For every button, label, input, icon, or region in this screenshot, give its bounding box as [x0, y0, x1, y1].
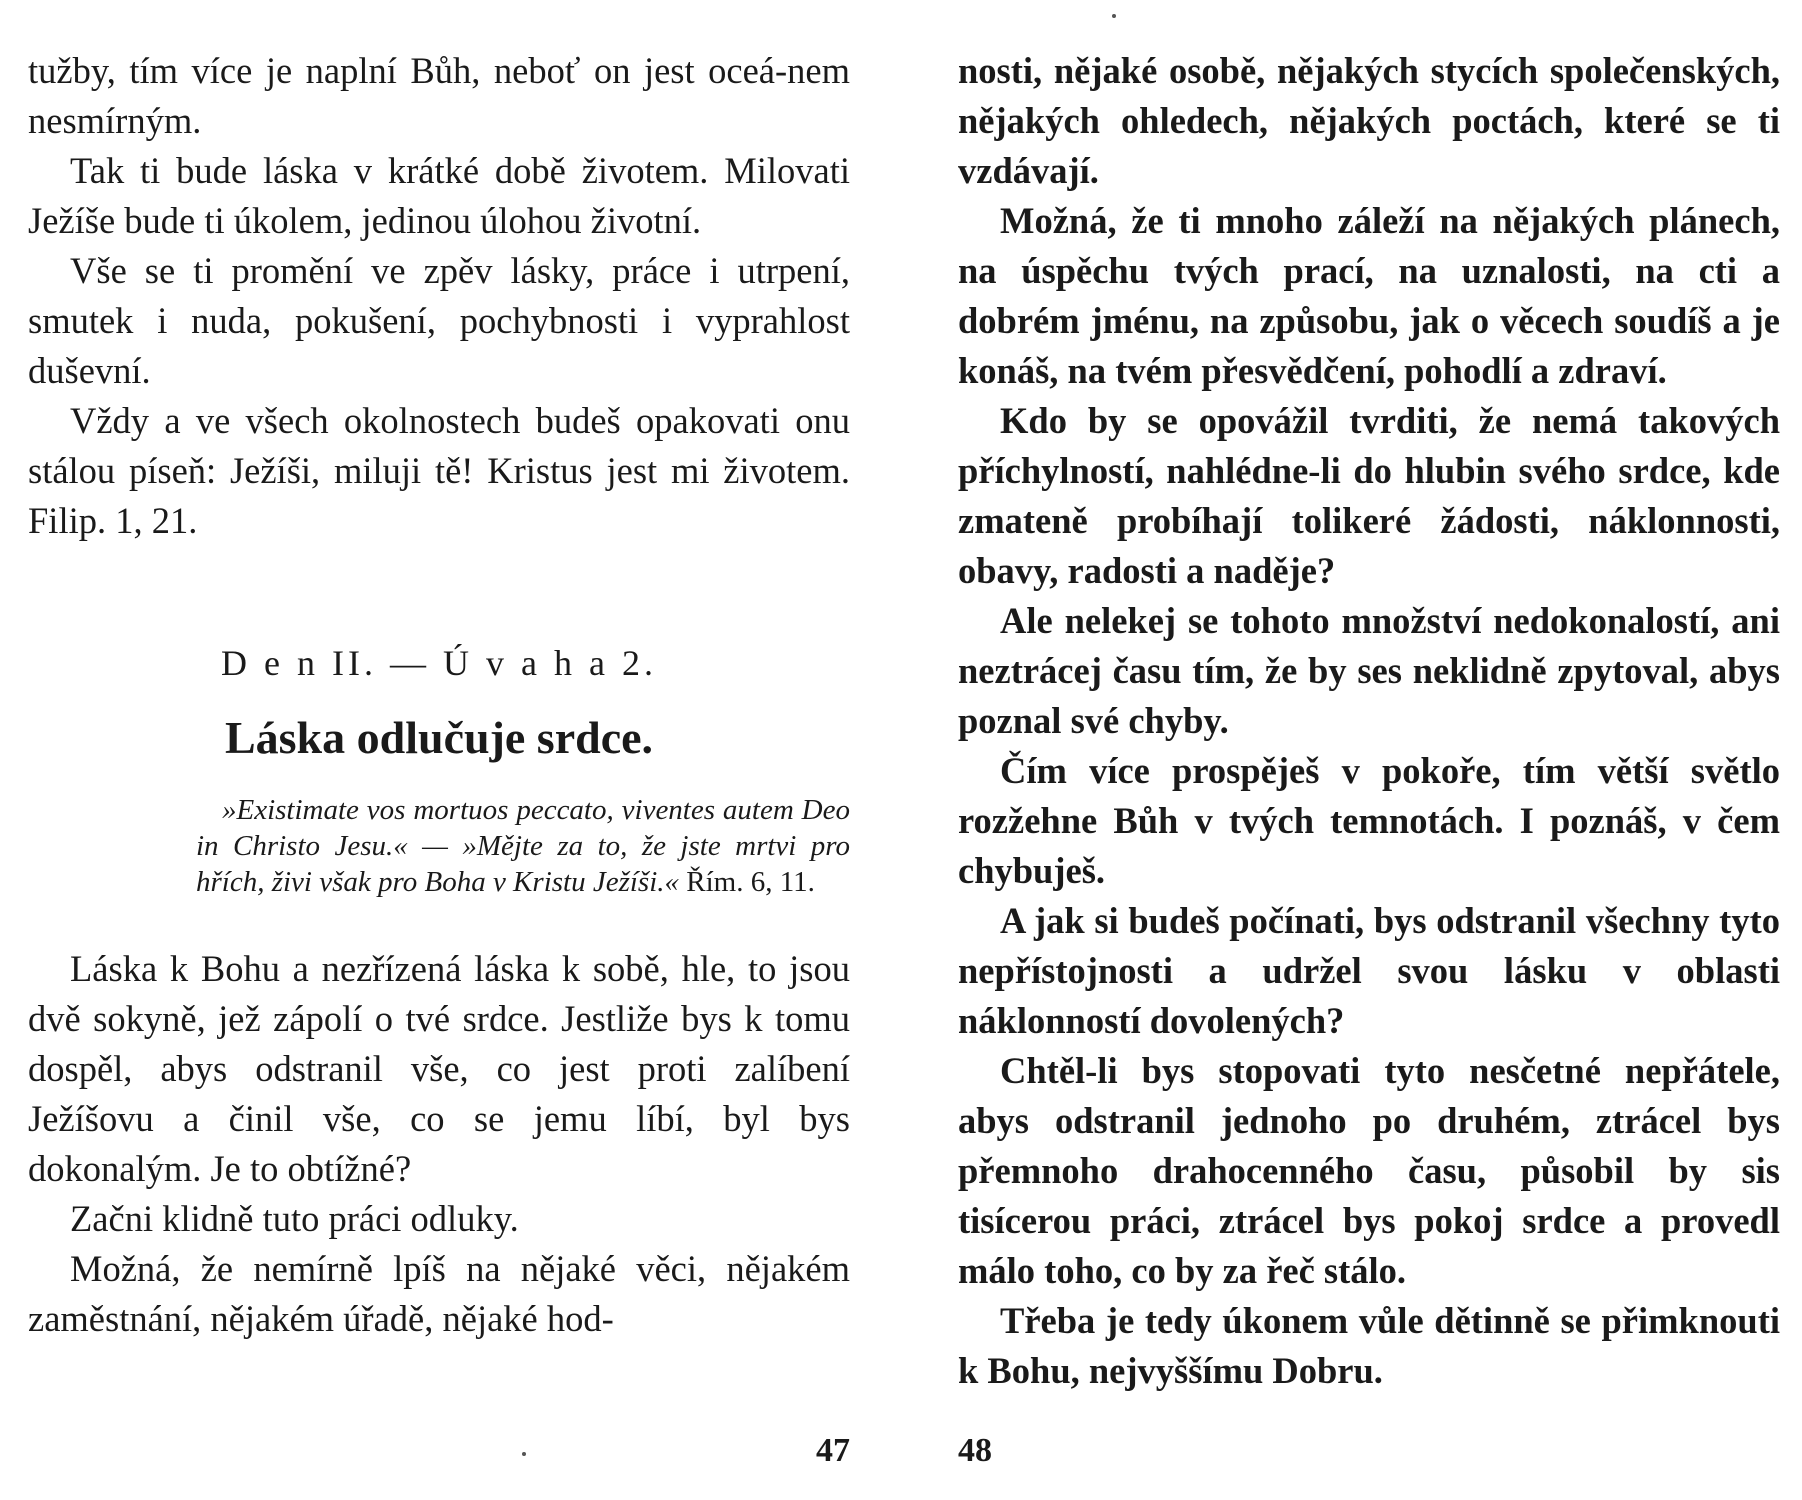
day-heading: D e n II. — Ú v a h a 2. — [221, 643, 657, 683]
paragraph: Kdo by se opovážil tvrditi, že nemá takových příchylností, nahlédne-li do hlubin svého srdce, kde zmateně probíhají tolikeré žádosti, náklonnosti, obavy, radosti a naděje? — [958, 400, 1780, 591]
motto-quote — [196, 792, 850, 900]
paragraph: Tak ti bude láska v krátké době životem. Milovati Ježíše bude ti úkolem, jedinou úlohou životní. — [28, 150, 850, 241]
paragraph: Čím více prospěješ v pokoře, tím větší světlo rozžehne Bůh v tvých temnotách. I poznáš, v čem chybuješ. — [958, 750, 1780, 891]
chapter-title: Láska odlučuje srdce. — [224, 712, 654, 763]
paragraph: Možná, že nemírně lpíš na nějaké věci, nějakém zaměstnání, nějakém úřadě, nějaké hod- — [28, 1248, 850, 1339]
paragraph: Chtěl-li bys stopovati tyto nesčetné nepřátele, abys odstranil jednoho po druhém, ztrácel bys přemnoho drahocenného času, působil by sis tisícerou práci, ztrácel bys pokoj srdce a provedl málo toho, co by za řeč stálo. — [958, 1050, 1780, 1291]
paragraph: Ale nelekej se tohoto množství nedokonalostí, ani neztrácej času tím, že by ses neklidně zpytoval, abys poznal své chyby. — [958, 600, 1780, 741]
paragraph: tužby, tím více je naplní Bůh, neboť on jest oceá-nem nesmírným. — [28, 50, 850, 141]
paragraph: A jak si budeš počínati, bys odstranil všechny tyto nepřístojnosti a udržel svou lásku v oblasti náklonností dovolených? — [958, 900, 1780, 1041]
paragraph: Láska k Bohu a nezřízená láska k sobě, hle, to jsou dvě sokyně, jež zápolí o tvé srdce. Jestliže bys k tomu dospěl, abys odstranil vše, co jest proti zalíbení Ježíšovu a činil vše, co se jemu líbí, byl bys dokonalým. Je to obtížné? — [28, 948, 850, 1189]
paragraph: Začni klidně tuto práci odluky. — [70, 1198, 519, 1239]
motto-text: »Existimate vos mortuos peccato, viventes autem Deo in Christo Jesu.« — »Mějte za to, že jste mrtvi pro hřích, živi však pro Boha v Kristu Ježíši.« — [196, 794, 850, 898]
right-text-column — [958, 46, 1780, 1396]
page-number: 48 — [958, 1432, 992, 1469]
paragraph: Vždy a ve všech okolnostech budeš opakovati onu stálou píseň: Ježíši, miluji tě! Kristus jest mi životem. Filip. 1, 21. — [28, 400, 850, 541]
left-page — [0, 0, 900, 1500]
paragraph: nosti, nějaké osobě, nějakých stycích společenských, nějakých ohledech, nějakých poctách, které se ti vzdávají. — [958, 50, 1780, 191]
paragraph: Vše se ti promění ve zpěv lásky, práce i utrpení, smutek i nuda, pokušení, pochybnosti i vyprahlost duševní. — [28, 250, 850, 391]
right-page — [900, 0, 1802, 1500]
print-speck — [522, 1452, 526, 1456]
page-number: 47 — [816, 1432, 850, 1469]
paragraph: Možná, že ti mnoho záleží na nějakých plánech, na úspěchu tvých prací, na uznalosti, na cti a dobrém jménu, na způsobu, jak o věcech soudíš a je konáš, na tvém přesvědčení, pohodlí a zdraví. — [958, 200, 1780, 391]
paragraph: Třeba je tedy úkonem vůle dětinně se přimknouti k Bohu, nejvyššímu Dobru. — [958, 1300, 1780, 1391]
print-speck — [1112, 14, 1116, 18]
motto-reference: Řím. 6, 11. — [686, 866, 815, 898]
left-text-column — [28, 46, 850, 1344]
